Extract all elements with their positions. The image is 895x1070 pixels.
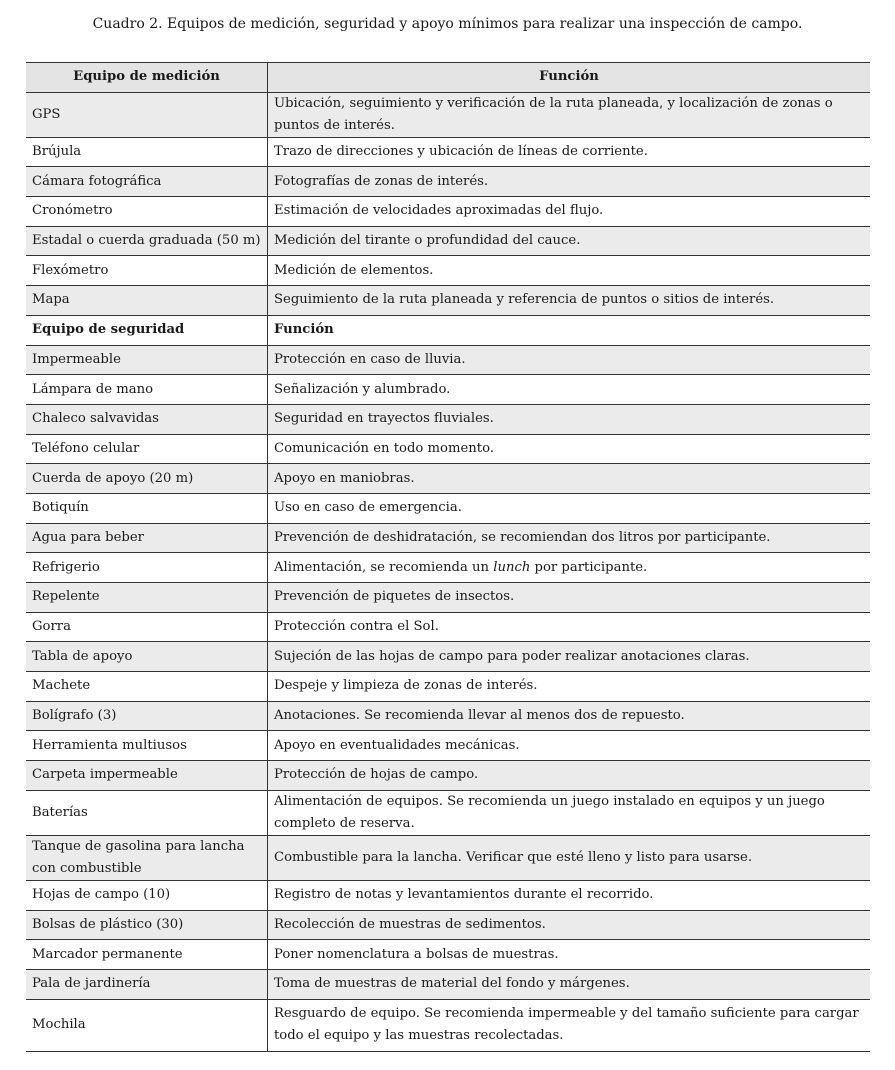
- table-row: [26, 493, 870, 523]
- equipment-table: [26, 62, 870, 1052]
- equipment-cell: Bolígrafo (3): [26, 701, 268, 731]
- header-equipment: Equipo de medición: [26, 63, 268, 93]
- table-row: [26, 375, 870, 405]
- equipment-cell: Marcador permanente: [26, 940, 268, 970]
- table-caption: Cuadro 2. Equipos de medición, seguridad y apoyo mínimos para realizar una inspección de campo.: [92, 16, 803, 32]
- header-safety: Equipo de seguridad: [26, 315, 268, 345]
- function-cell: Protección en caso de lluvia.: [268, 345, 871, 375]
- function-cell: Apoyo en maniobras.: [268, 464, 871, 494]
- function-cell: [268, 553, 871, 583]
- header-function-2: Función: [268, 315, 871, 345]
- table-row: [26, 434, 870, 464]
- table-row: [26, 464, 870, 494]
- equipment-cell: Carpeta impermeable: [26, 761, 268, 791]
- table-row: [26, 612, 870, 642]
- equipment-cell: Lámpara de mano: [26, 375, 268, 405]
- function-cell: Apoyo en eventualidades mecánicas.: [268, 731, 871, 761]
- function-cell: Despeje y limpieza de zonas de interés.: [268, 672, 871, 702]
- table-row: [26, 345, 870, 375]
- equipment-cell: Mapa: [26, 286, 268, 316]
- function-cell: Combustible para la lancha. Verificar que esté lleno y listo para usarse.: [268, 835, 871, 880]
- equipment-cell: Flexómetro: [26, 256, 268, 286]
- function-cell: Medición del tirante o profundidad del cauce.: [268, 226, 871, 256]
- table-row: [26, 404, 870, 434]
- table-row: [26, 553, 870, 583]
- table-row: [26, 999, 870, 1051]
- equipment-cell: Cuerda de apoyo (20 m): [26, 464, 268, 494]
- table-row: [26, 167, 870, 197]
- header-function: Función: [268, 63, 871, 93]
- table-row: [26, 92, 870, 137]
- equipment-cell: Impermeable: [26, 345, 268, 375]
- equipment-cell: Refrigerio: [26, 553, 268, 583]
- equipment-cell: Teléfono celular: [26, 434, 268, 464]
- table-row: [26, 226, 870, 256]
- function-cell: Señalización y alumbrado.: [268, 375, 871, 405]
- table-row: [26, 583, 870, 613]
- function-cell: Fotografías de zonas de interés.: [268, 167, 871, 197]
- equipment-cell: Pala de jardinería: [26, 969, 268, 999]
- equipment-cell: Chaleco salvavidas: [26, 404, 268, 434]
- function-cell: Recolección de muestras de sedimentos.: [268, 910, 871, 940]
- table-row: [26, 910, 870, 940]
- equipment-cell: Mochila: [26, 999, 268, 1051]
- equipment-cell: Repelente: [26, 583, 268, 613]
- table-row: [26, 137, 870, 167]
- table-row: [26, 642, 870, 672]
- table-row: [26, 731, 870, 761]
- equipment-cell: Baterías: [26, 790, 268, 835]
- function-cell: Prevención de deshidratación, se recomiendan dos litros por participante.: [268, 523, 871, 553]
- function-cell: Sujeción de las hojas de campo para poder realizar anotaciones claras.: [268, 642, 871, 672]
- function-cell: Comunicación en todo momento.: [268, 434, 871, 464]
- function-italic-text: lunch: [493, 559, 531, 575]
- table-row: [26, 523, 870, 553]
- equipment-cell: Bolsas de plástico (30): [26, 910, 268, 940]
- function-cell: Trazo de direcciones y ubicación de líneas de corriente.: [268, 137, 871, 167]
- function-cell: Resguardo de equipo. Se recomienda impermeable y del tamaño suficiente para cargar todo el equipo y las muestras recolectadas.: [268, 999, 871, 1051]
- table-row: [26, 880, 870, 910]
- table-row: [26, 256, 870, 286]
- equipment-cell: Gorra: [26, 612, 268, 642]
- equipment-cell: Estadal o cuerda graduada (50 m): [26, 226, 268, 256]
- function-cell: Poner nomenclatura a bolsas de muestras.: [268, 940, 871, 970]
- equipment-cell: Agua para beber: [26, 523, 268, 553]
- function-cell: Estimación de velocidades aproximadas del flujo.: [268, 197, 871, 227]
- table-row: [26, 969, 870, 999]
- function-cell: Ubicación, seguimiento y verificación de la ruta planeada, y localización de zonas o puntos de interés.: [268, 92, 871, 137]
- function-cell: Medición de elementos.: [268, 256, 871, 286]
- section-header-row: [26, 315, 870, 345]
- function-cell: Uso en caso de emergencia.: [268, 493, 871, 523]
- table-row: [26, 761, 870, 791]
- function-cell: Seguridad en trayectos fluviales.: [268, 404, 871, 434]
- function-cell: Seguimiento de la ruta planeada y referencia de puntos o sitios de interés.: [268, 286, 871, 316]
- function-cell: Prevención de piquetes de insectos.: [268, 583, 871, 613]
- function-cell: Alimentación de equipos. Se recomienda un juego instalado en equipos y un juego completo de reserva.: [268, 790, 871, 835]
- table-row: [26, 286, 870, 316]
- equipment-cell: Tanque de gasolina para lancha con combustible: [26, 835, 268, 880]
- equipment-cell: Botiquín: [26, 493, 268, 523]
- equipment-cell: Cámara fotográfica: [26, 167, 268, 197]
- equipment-cell: Hojas de campo (10): [26, 880, 268, 910]
- table-row: [26, 940, 870, 970]
- table-row: [26, 835, 870, 880]
- function-cell: Toma de muestras de material del fondo y márgenes.: [268, 969, 871, 999]
- equipment-cell: GPS: [26, 92, 268, 137]
- equipment-cell: Tabla de apoyo: [26, 642, 268, 672]
- function-text: por participante.: [530, 559, 648, 575]
- function-cell: Protección de hojas de campo.: [268, 761, 871, 791]
- equipment-cell: Cronómetro: [26, 197, 268, 227]
- table-row: [26, 672, 870, 702]
- equipment-cell: Brújula: [26, 137, 268, 167]
- function-cell: Registro de notas y levantamientos durante el recorrido.: [268, 880, 871, 910]
- equipment-cell: Herramienta multiusos: [26, 731, 268, 761]
- table-row: [26, 790, 870, 835]
- table-row: [26, 701, 870, 731]
- table-row: [26, 197, 870, 227]
- function-text: Alimentación, se recomienda un: [274, 559, 494, 575]
- equipment-cell: Machete: [26, 672, 268, 702]
- function-cell: Anotaciones. Se recomienda llevar al menos dos de repuesto.: [268, 701, 871, 731]
- table-header-row: [26, 63, 870, 93]
- function-cell: Protección contra el Sol.: [268, 612, 871, 642]
